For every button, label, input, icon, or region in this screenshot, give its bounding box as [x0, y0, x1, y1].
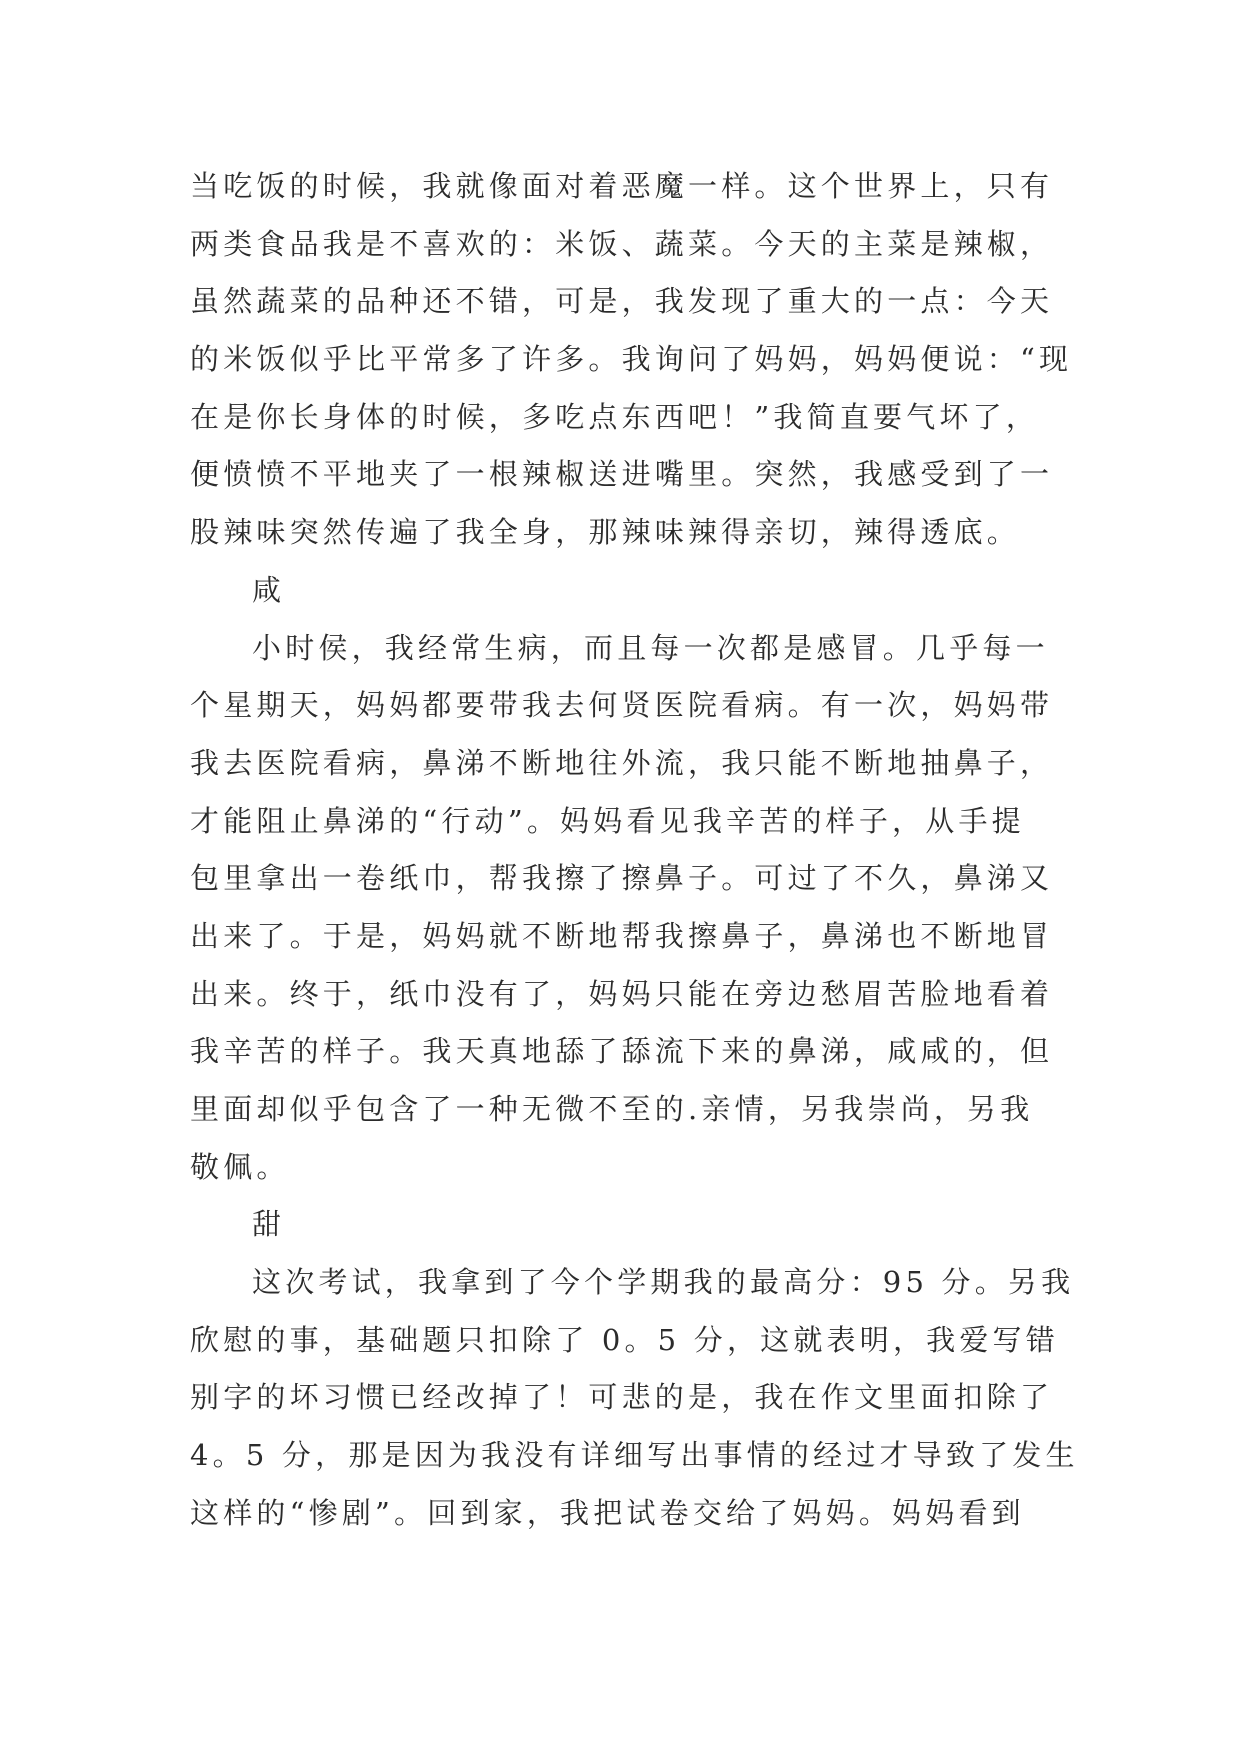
text-line: 虽然蔬菜的品种还不错，可是，我发现了重大的一点：今天: [190, 284, 1054, 319]
text-line: 别字的坏习惯已经改掉了！可悲的是，我在作文里面扣除了: [190, 1380, 1054, 1415]
paragraph-start: 小时侯，我经常生病，而且每一次都是感冒。几乎每一: [252, 630, 1049, 665]
text-line: 出来。终于，纸巾没有了，妈妈只能在旁边愁眉苦脸地看着: [190, 976, 1054, 1011]
text-line: 出来了。于是，妈妈就不断地帮我擦鼻子，鼻涕也不断地冒: [190, 918, 1054, 953]
text-line: 在是你长身体的时候，多吃点东西吧！”我简直要气坏了，: [190, 399, 1040, 434]
section-heading-sweet: 甜: [252, 1207, 286, 1242]
text-line: 包里拿出一卷纸巾，帮我擦了擦鼻子。可过了不久，鼻涕又: [190, 861, 1054, 896]
body-text: [190, 158, 1079, 1543]
text-line: 个星期天，妈妈都要带我去何贤医院看病。有一次，妈妈带: [190, 688, 1054, 723]
text-line: 当吃饭的时候，我就像面对着恶魔一样。这个世界上，只有: [190, 169, 1054, 203]
text-line: 才能阻止鼻涕的“行动”。妈妈看见我辛苦的样子，从手提: [190, 803, 1025, 838]
paragraph-start: 这次考试，我拿到了今个学期我的最高分：95 分。另我: [252, 1265, 1075, 1300]
text-line: 两类食品我是不喜欢的：米饭、蔬菜。今天的主菜是辣椒，: [190, 226, 1054, 261]
text-line: 的米饭似乎比平常多了许多。我询问了妈妈，妈妈便说：“现: [190, 342, 1073, 377]
text-line: 这样的“惨剧”。回到家，我把试卷交给了妈妈。妈妈看到: [190, 1495, 1025, 1530]
section-heading-salty: 咸: [252, 572, 286, 607]
text-line: 里面却似乎包含了一种无微不至的.亲情，另我崇尚，另我: [190, 1092, 1034, 1126]
text-line: 股辣味突然传遍了我全身，那辣味辣得亲切，辣得透底。: [190, 515, 1021, 550]
text-line: 敬佩。: [190, 1149, 290, 1184]
text-line: 欣慰的事，基础题只扣除了 0。5 分，这就表明，我爱写错: [190, 1322, 1059, 1357]
text-line: 便愤愤不平地夹了一根辣椒送进嘴里。突然，我感受到了一: [190, 457, 1054, 492]
text-line: 4。5 分，那是因为我没有详细写出事情的经过才导致了发生: [190, 1438, 1079, 1473]
text-line: 我辛苦的样子。我天真地舔了舔流下来的鼻涕，咸咸的，但: [190, 1034, 1054, 1069]
text-line: 我去医院看病，鼻涕不断地往外流，我只能不断地抽鼻子，: [190, 745, 1054, 780]
